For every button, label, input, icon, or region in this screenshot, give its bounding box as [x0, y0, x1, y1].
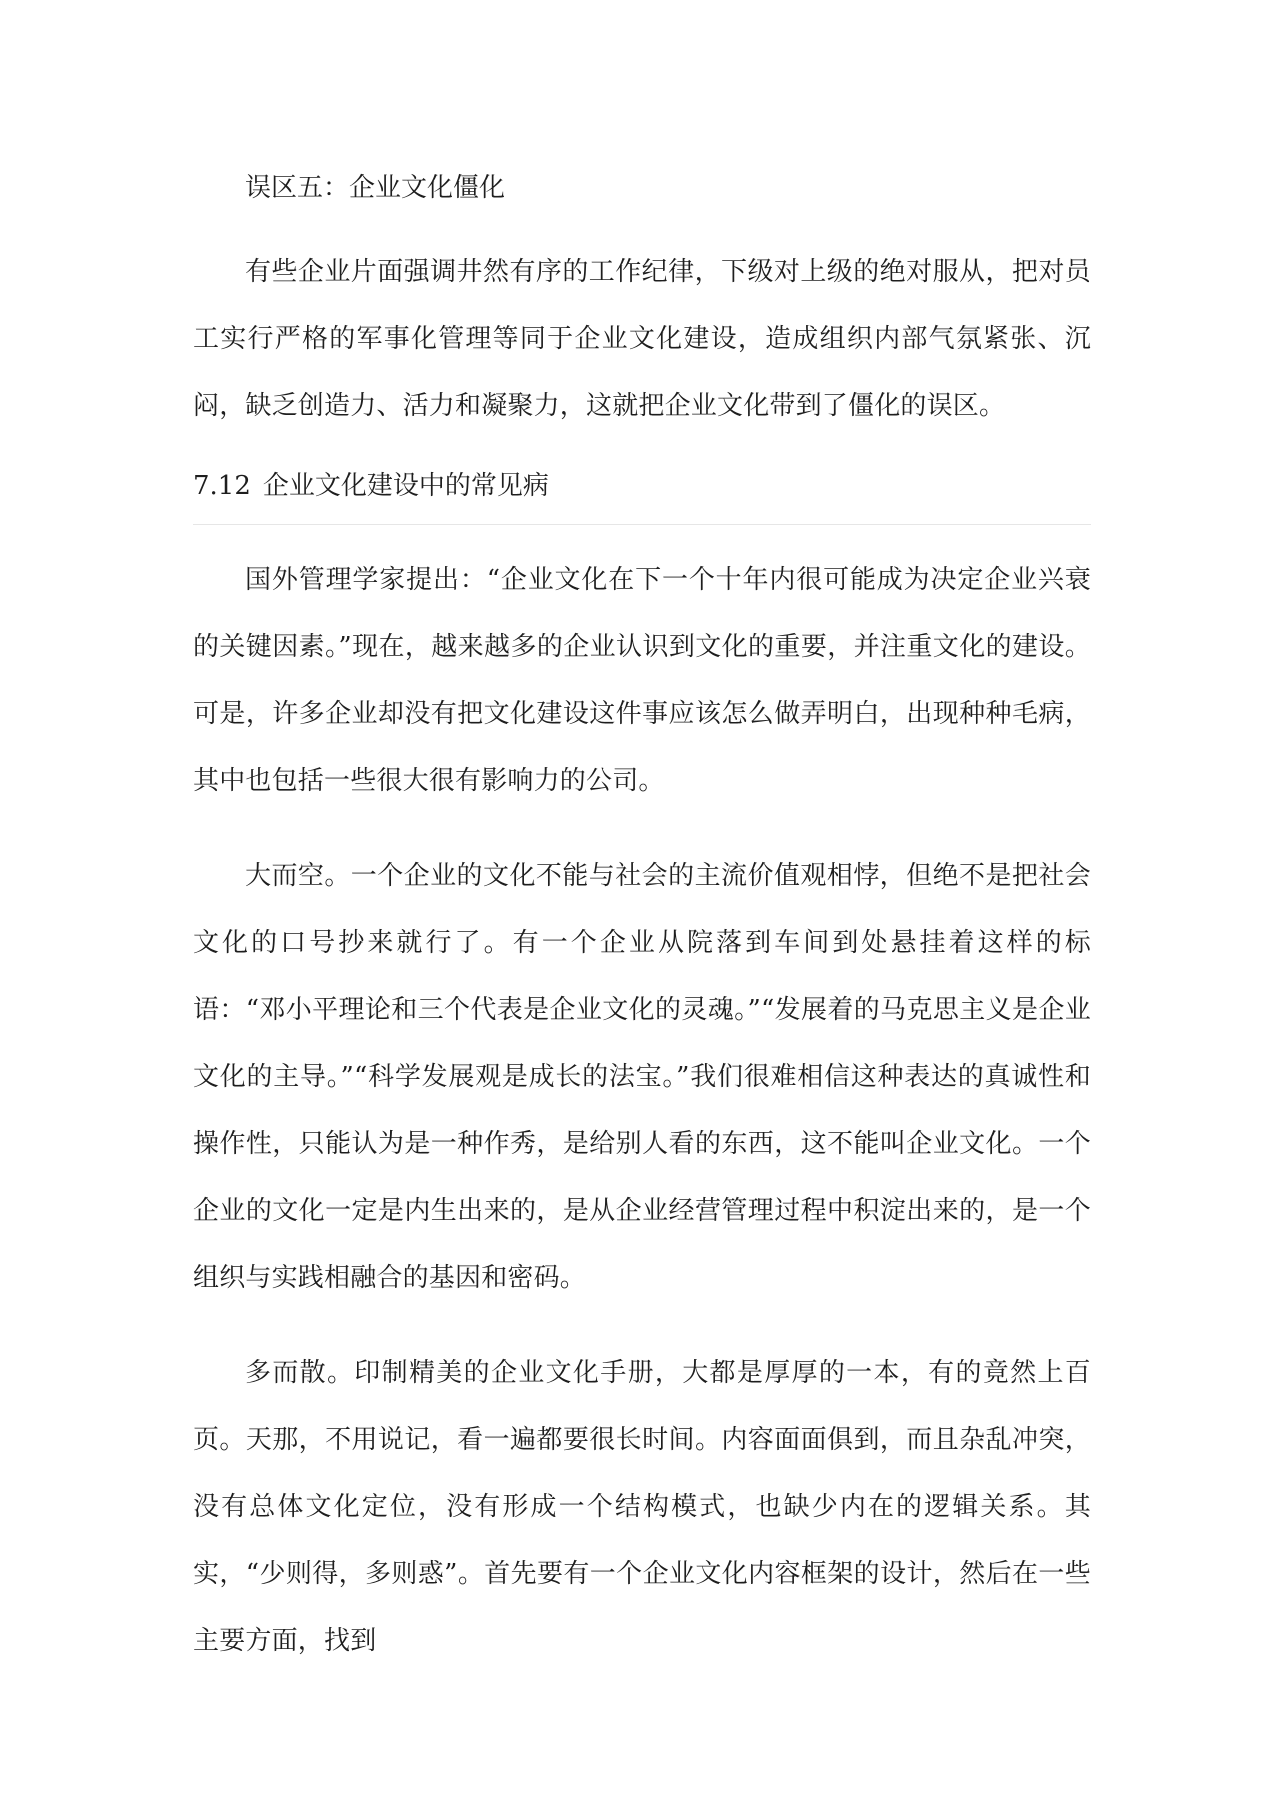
paragraph-big-and-empty: 大而空。一个企业的文化不能与社会的主流价值观相悖，但绝不是把社会文化的口号抄来就行了。有一个企业从院落到车间到处悬挂着这样的标语：“邓小平理论和三个代表是企业文化的灵魂。”“发展着的马克思主义是企业文化的主导。”“科学发展观是成长的法宝。”我们很难相信这种表达的真诚性和操作性，只能认为是一种作秀，是给别人看的东西，这不能叫企业文化。一个企业的文化一定是内生出来的，是从企业经营管理过程中积淀出来的，是一个组织与实践相融合的基因和密码。: [193, 861, 1091, 1293]
paragraph-many-and-scattered: 多而散。印制精美的企业文化手册，大都是厚厚的一本，有的竟然上百页。天那，不用说记，看一遍都要很长时间。内容面面俱到，而且杂乱冲突，没有总体文化定位，没有形成一个结构模式，也缺少内在的逻辑关系。其实，“少则得，多则惑”。首先要有一个企业文化内容框架的设计，然后在一些主要方面，找到: [193, 1358, 1091, 1656]
misconception-five-heading: 误区五：企业文化僵化: [245, 173, 506, 203]
paragraph-intro: 国外管理学家提出：“企业文化在下一个十年内很可能成为决定企业兴衰的关键因素。”现在，越来越多的企业认识到文化的重要，并注重文化的建设。可是，许多企业却没有把文化建设这件事应该怎么做弄明白，出现种种毛病，其中也包括一些很大很有影响力的公司。: [193, 565, 1091, 796]
section-title: 企业文化建设中的常见病: [262, 471, 549, 501]
section-number: 7.12: [193, 471, 251, 501]
section-heading: [193, 464, 1091, 525]
paragraph-rigid-culture: 有些企业片面强调井然有序的工作纪律，下级对上级的绝对服从，把对员工实行严格的军事化管理等同于企业文化建设，造成组织内部气氛紧张、沉闷，缺乏创造力、活力和凝聚力，这就把企业文化带到了僵化的误区。: [193, 257, 1091, 421]
document-body: [193, 166, 1091, 1675]
